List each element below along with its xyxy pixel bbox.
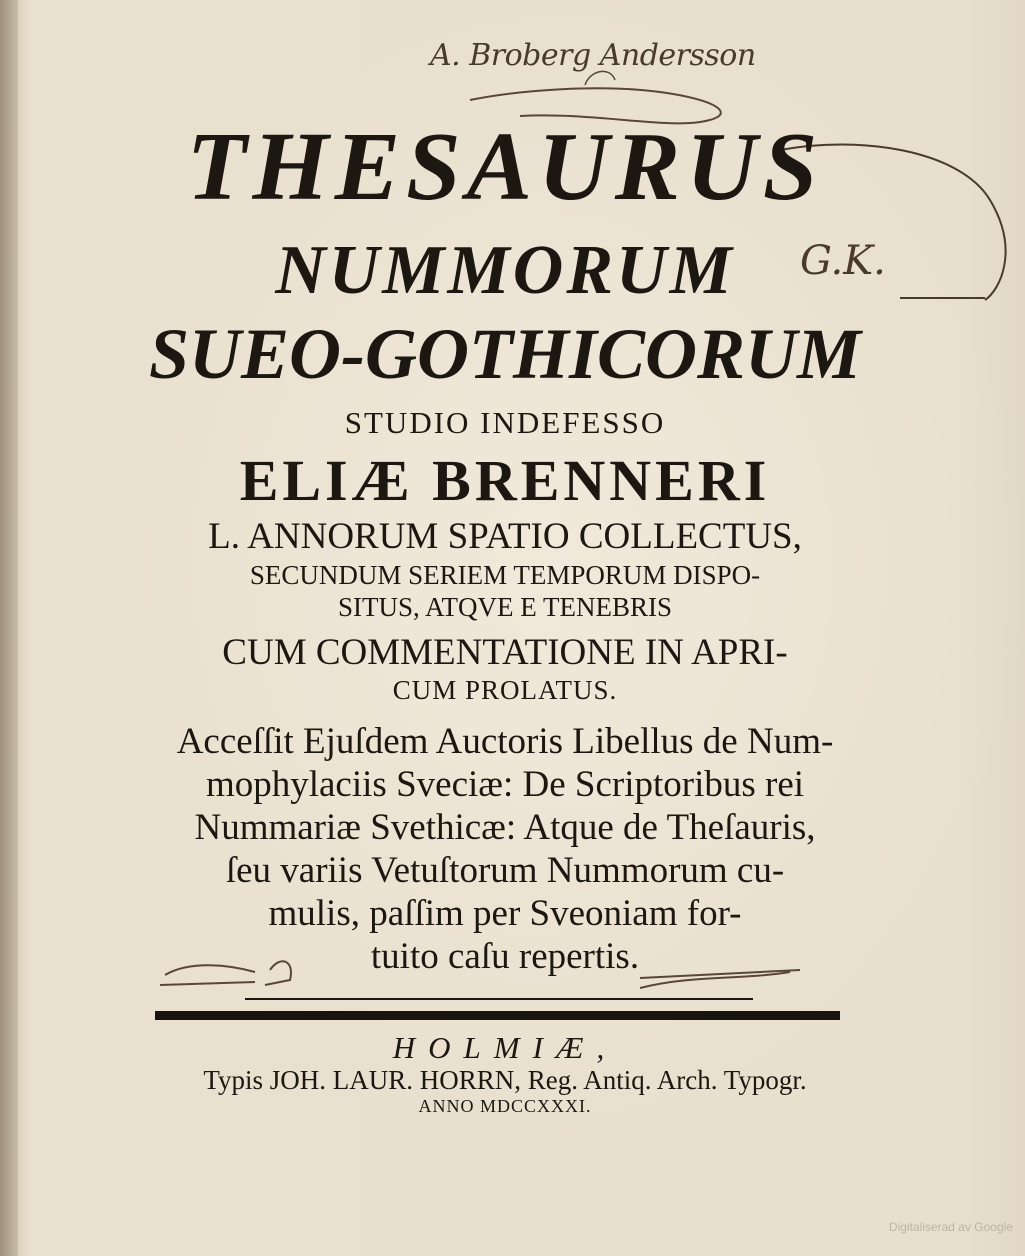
description-line: Acceſſit Ejuſdem Auctoris Libellus de Num- xyxy=(176,721,834,762)
author-line: ELIÆ BRENNERI xyxy=(239,448,771,513)
title-line-2: NUMMORUM xyxy=(275,232,735,309)
description-line: tuito caſu repertis. xyxy=(370,936,640,977)
divider-thick xyxy=(155,1011,840,1020)
description-line: Nummariæ Svethicæ: Atque de Theſauris, xyxy=(194,807,816,848)
title-line-4: STUDIO INDEFESSO xyxy=(344,405,666,440)
description-line: ſeu variis Vetuſtorum Nummorum cu- xyxy=(225,850,785,891)
divider-thin xyxy=(245,998,753,1000)
description-paragraph xyxy=(100,720,910,978)
title-line-3: SUEO-GOTHICORUM xyxy=(148,314,862,394)
imprint-printer: Typis JOH. LAUR. HORRN, Reg. Antiq. Arch. Typogr. xyxy=(203,1065,807,1095)
imprint-year: ANNO MDCCXXXI. xyxy=(418,1096,592,1116)
title-line-6: L. ANNORUM SPATIO COLLECTUS, xyxy=(208,516,802,557)
digitization-watermark: Digitaliserad av Google xyxy=(888,1220,1013,1234)
margin-mark: G.K. xyxy=(800,238,886,284)
title-line-9: CUM COMMENTATIONE IN APRI- xyxy=(222,632,788,673)
title-line-10: CUM PROLATUS. xyxy=(392,675,618,705)
title-line-1: THESAURUS xyxy=(186,113,824,221)
description-line: mulis, paſſim per Sveoniam for- xyxy=(268,893,742,934)
title-line-7: SECUNDUM SERIEM TEMPORUM DISPO- xyxy=(249,560,761,590)
description-line: mophylaciis Sveciæ: De Scriptoribus rei xyxy=(205,764,805,805)
title-line-8: SITUS, ATQVE E TENEBRIS xyxy=(337,592,673,622)
owner-signature: A. Broberg Andersson xyxy=(430,38,756,73)
imprint-place: HOLMIÆ, xyxy=(392,1030,618,1065)
